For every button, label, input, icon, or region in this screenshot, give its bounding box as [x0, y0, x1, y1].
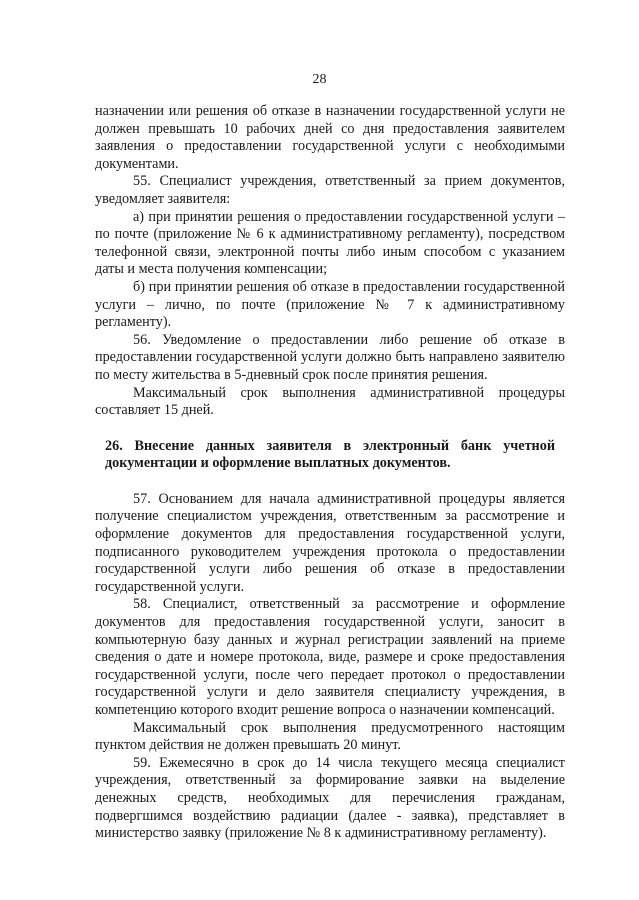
spacer — [95, 473, 565, 491]
paragraph-55-a: а) при принятии решения о предоставлении государственной услуги – по почте (приложение № 6 к административному регламенту), посредством телефонной связи, электронной почты либо иным способом с указанием даты и места получения компенсации; — [95, 208, 565, 278]
paragraph-55-b: б) при принятии решения об отказе в предоставлении государственной услуги – лично, по почте (приложение № 7 к административному регламенту). — [95, 278, 565, 331]
paragraph-57: 57. Основанием для начала административной процедуры является получение специалистом учреждения, ответственным за рассмотрение и оформление документов для предоставления государственной услуги, подписанного руководителем учреждения протокола о предоставлении государственной услуги либо решения об отказе в предоставлении государственной услуги. — [95, 490, 565, 595]
page-number: 28 — [312, 72, 327, 87]
paragraph-55: 55. Специалист учреждения, ответственный за прием документов, уведомляет заявителя: — [95, 173, 565, 207]
section-heading-26: 26. Внесение данных заявителя в электронный банк учетной документации и оформление выплатных документов. — [105, 437, 555, 472]
paragraph-56-deadline: Максимальный срок выполнения административной процедуры составляет 15 дней. — [95, 384, 565, 419]
paragraph-58: 58. Специалист, ответственный за рассмотрение и оформление документов для предоставления государственной услуги, заносит в компьютерную базу данных и журнал регистрации заявлений на приеме сведения о дате и номере протокола, виде, размере и сроке предоставления государственной услуги, после чего передает протокол о предоставлении государственной услуги и дело заявителя специалисту учреждения, в компетенцию которого входит решение вопроса о назначении компенсаций. — [95, 596, 565, 718]
paragraph-58-deadline: Максимальный срок выполнения предусмотренного настоящим пунктом действия не должен превышать 20 минут. — [95, 719, 565, 754]
paragraph-56: 56. Уведомление о предоставлении либо решение об отказе в предоставлении государственной услуги должно быть направлено заявителю по месту жительства в 5-дневный срок после принятия решения. — [95, 331, 565, 383]
paragraph-continuation: назначении или решения об отказе в назначении государственной услуги не должен превышать 10 рабочих дней со дня предоставления заявителем заявления о предоставлении государственной услуги с необходимыми документами. — [95, 103, 565, 172]
paragraph-59: 59. Ежемесячно в срок до 14 числа текущего месяца специалист учреждения, ответственный за формирование заявки на выделение денежных средств, необходимых для перечисления гражданам, подвергшимся воздействию радиации (далее - заявка), представляет в министерство заявку (приложение № 8 к административному регламенту). — [95, 754, 565, 842]
document-body — [95, 103, 565, 843]
spacer — [95, 420, 565, 438]
